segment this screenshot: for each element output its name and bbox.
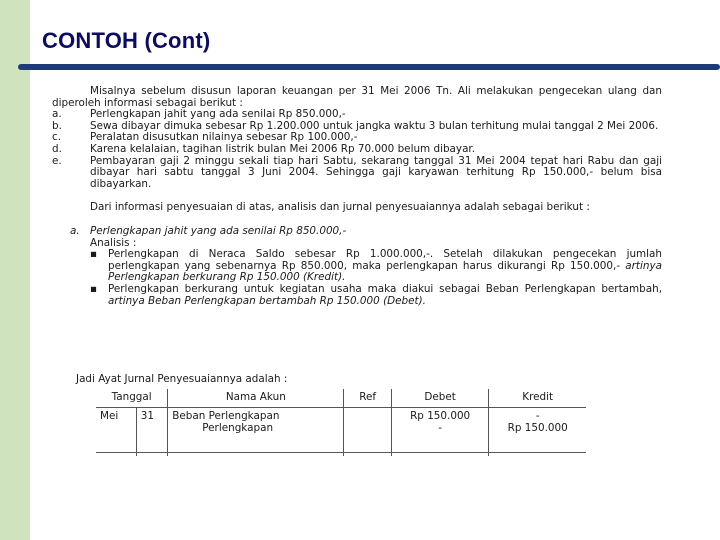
list-item-text: Peralatan disusutkan nilainya sebesar Rp 100.000,- bbox=[90, 131, 358, 144]
cell-day: 31 bbox=[136, 408, 167, 457]
bullet-icon: ▪ bbox=[90, 248, 98, 261]
title-divider bbox=[18, 64, 720, 70]
bullet-italic-text: artinya Beban Perlengkapan bertambah Rp 150.000 (Debet). bbox=[108, 294, 426, 307]
cell-ref bbox=[344, 408, 391, 457]
section-a-title: Perlengkapan jahit yang ada senilai Rp 850.000,- bbox=[90, 224, 347, 237]
cell-account bbox=[168, 408, 344, 457]
table-bottom-rule bbox=[96, 452, 586, 453]
header-tanggal: Tanggal bbox=[96, 389, 168, 408]
cell-kredit bbox=[489, 408, 586, 457]
table-row bbox=[96, 408, 586, 457]
list-item-text: Pembayaran gaji 2 minggu sekali tiap hari Sabtu, sekarang tanggal 31 Mei 2004 tepat hari Rabu dan gaji dibayar hari sabtu tanggal 3 Juni 2004. Sehingga gaji karyawan terhitung Rp 150.000,- belum bisa dibayarkan. bbox=[90, 154, 662, 190]
analysis-intro: Dari informasi penyesuaian di atas, analisis dan jurnal penyesuaiannya adalah sebagai berikut : bbox=[90, 201, 590, 214]
slide-content bbox=[52, 86, 662, 307]
cell-debet bbox=[391, 408, 489, 457]
header-nama-akun: Nama Akun bbox=[168, 389, 344, 408]
table-header-row bbox=[96, 389, 586, 408]
slide-title: CONTOH (Cont) bbox=[42, 28, 211, 53]
kredit-dash: - bbox=[535, 410, 540, 422]
list-item bbox=[52, 156, 662, 191]
list-marker: c. bbox=[52, 131, 62, 144]
bullet-icon: ▪ bbox=[90, 282, 98, 295]
intro-paragraph: Misalnya sebelum disusun laporan keuangan per 31 Mei 2006 Tn. Ali melakukan pengecekan ulang dan diperoleh informasi sebagai berikut : bbox=[52, 85, 662, 109]
debet-amount: Rp 150.000 bbox=[410, 410, 471, 422]
header-ref: Ref bbox=[344, 389, 391, 408]
analysis-bullets bbox=[52, 249, 662, 307]
analysis-label: Analisis : bbox=[90, 236, 137, 249]
list-marker: d. bbox=[52, 142, 62, 155]
list-item-text: Sewa dibayar dimuka sebesar Rp 1.200.000 untuk jangka waktu 3 bulan terhitung mulai tanggal 2 Mei 2006. bbox=[90, 119, 659, 132]
journal-table bbox=[96, 389, 586, 456]
list-marker: e. bbox=[52, 154, 62, 167]
adjustment-list bbox=[52, 109, 662, 190]
debet-dash: - bbox=[438, 422, 442, 434]
list-item bbox=[52, 284, 662, 307]
cell-month: Mei bbox=[96, 408, 136, 457]
list-marker: b. bbox=[52, 119, 62, 132]
list-item-text: Karena kelalaian, tagihan listrik bulan Mei 2006 Rp 70.000 belum dibayar. bbox=[90, 142, 476, 155]
account-credit: Perlengkapan bbox=[202, 422, 274, 434]
bullet-italic-text: artinya Perlengkapan berkurang Rp 150.000 (Kredit). bbox=[108, 259, 662, 284]
slide-sidebar bbox=[0, 0, 30, 540]
section-a-marker: a. bbox=[70, 224, 80, 237]
list-marker: a. bbox=[52, 108, 62, 121]
header-debet: Debet bbox=[391, 389, 489, 408]
header-kredit: Kredit bbox=[489, 389, 586, 408]
list-item bbox=[52, 249, 662, 284]
bullet-text: Perlengkapan di Neraca Saldo sebesar Rp 1.000.000,-. Setelah dilakukan pengecekan jumlah perlengkapan yang sebenarnya Rp 850.000, maka perlengkapan harus dikurangi Rp 150.000,- bbox=[108, 248, 662, 272]
list-item-text: Perlengkapan jahit yang ada senilai Rp 850.000,- bbox=[90, 108, 346, 121]
kredit-amount: Rp 150.000 bbox=[507, 422, 568, 434]
journal-label: Jadi Ayat Jurnal Penyesuaiannya adalah : bbox=[76, 373, 288, 385]
bullet-text: Perlengkapan berkurang untuk kegiatan usaha maka diakui sebagai Beban Perlengkapan bertambah, bbox=[108, 282, 662, 295]
section-a-heading bbox=[52, 226, 662, 238]
account-debit: Beban Perlengkapan bbox=[172, 410, 280, 422]
